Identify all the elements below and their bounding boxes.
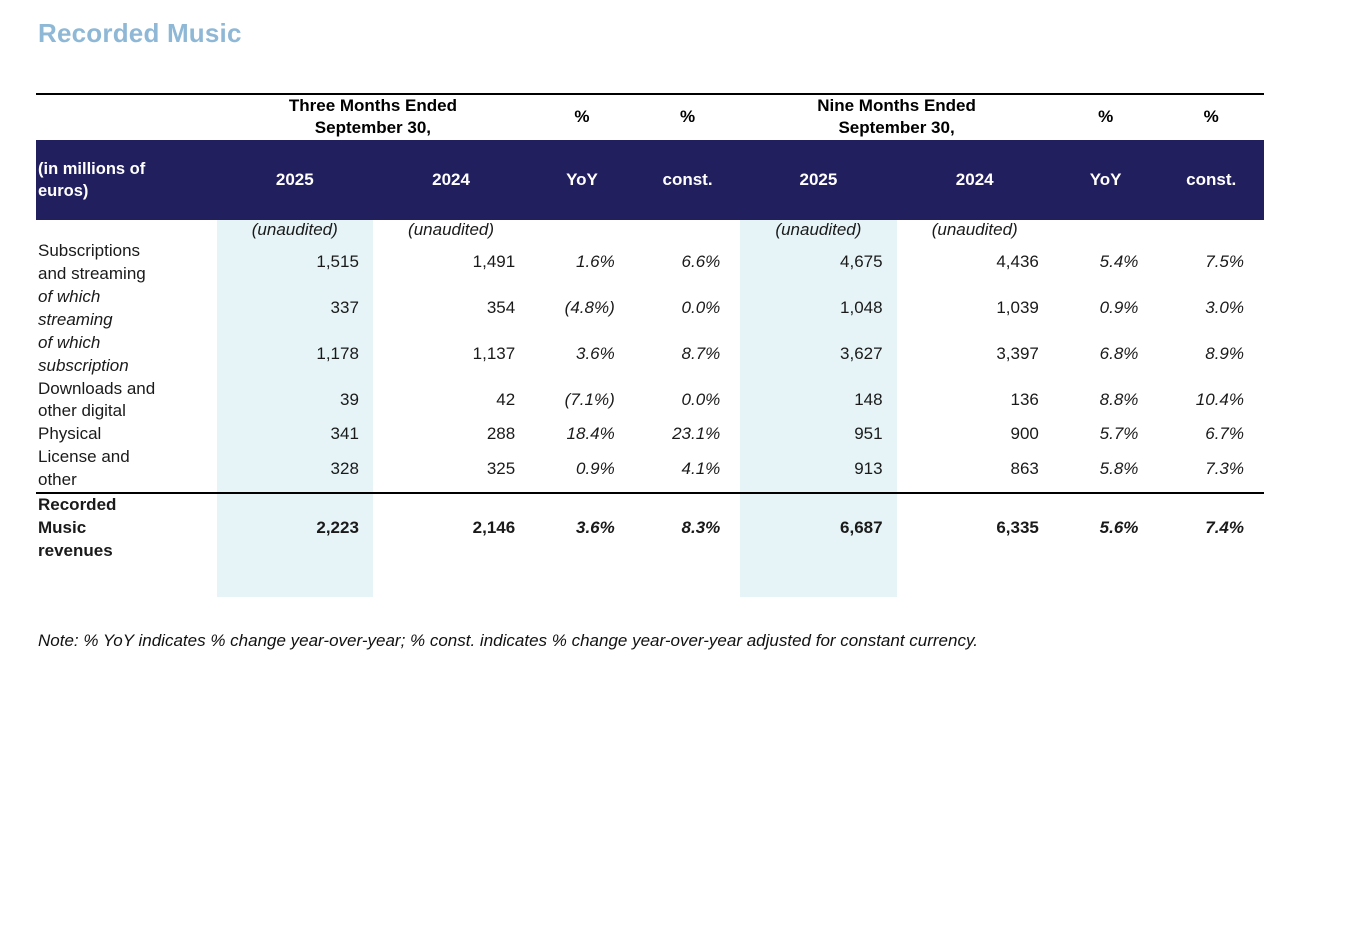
table-row	[36, 378, 1264, 424]
total-q-const: 8.3%	[635, 493, 741, 563]
unit-label-line2: euros)	[38, 181, 89, 200]
row-label-line2: other digital	[38, 401, 126, 421]
nine-months-line1: Nine Months Ended	[817, 96, 976, 115]
unit-label-line1: (in millions of	[38, 159, 146, 178]
table-row	[36, 446, 1264, 493]
cell-q-yoy: (4.8%)	[564, 298, 615, 318]
page-title: Recorded Music	[38, 18, 242, 48]
cell-n-yoy: 0.9%	[1099, 298, 1139, 318]
cell-q-yoy: (7.1%)	[564, 389, 615, 409]
row-label	[36, 378, 217, 424]
recorded-music-table	[36, 93, 1264, 597]
cell-q-yoy: 1.6%	[576, 252, 615, 272]
cell-n-yoy: 8.8%	[1099, 389, 1139, 409]
row-label-line2: and streaming	[38, 263, 146, 283]
cell-q-2024: 325	[486, 458, 516, 478]
cell-n-2025: 951	[740, 423, 896, 446]
col-header-n-2025: 2025	[740, 140, 896, 220]
row-label-line1: Subscriptions	[38, 240, 141, 260]
cell-q-yoy: 3.6%	[576, 344, 615, 364]
filler-q-const	[635, 563, 741, 597]
total-q-2024: 2,146	[373, 493, 529, 563]
cell-q-const: 6.6%	[681, 252, 721, 272]
group-header-nine-months	[740, 95, 1053, 140]
cell-q-2024: 288	[486, 424, 516, 444]
cell-q-2024: 354	[486, 298, 516, 318]
table-unaudited-row	[36, 220, 1264, 240]
cell-n-2025: 3,627	[740, 332, 896, 378]
cell-n-2024: 863	[1010, 458, 1039, 478]
cell-q-const: 23.1%	[672, 424, 721, 444]
table-group-header-row	[36, 95, 1264, 140]
unaudited-n-yoy-blank	[1053, 220, 1159, 240]
col-header-q-2024: 2024	[373, 140, 529, 220]
cell-q-2025: 337	[217, 286, 373, 332]
col-header-q-yoy: YoY	[529, 140, 635, 220]
total-n-const: 7.4%	[1158, 493, 1264, 563]
col-header-n-yoy: YoY	[1053, 140, 1159, 220]
row-label	[36, 423, 217, 446]
unaudited-q-2025: (unaudited)	[217, 220, 373, 240]
group-header-blank	[36, 95, 217, 140]
cell-n-2025: 913	[740, 446, 896, 493]
table-column-header-band	[36, 140, 1264, 220]
cell-n-const: 10.4%	[1195, 389, 1244, 409]
filler-q-yoy	[529, 563, 635, 597]
cell-n-yoy: 5.7%	[1099, 424, 1139, 444]
table-row	[36, 332, 1264, 378]
cell-q-yoy: 0.9%	[576, 458, 615, 478]
row-label-line2: subscription	[38, 355, 129, 375]
cell-n-2025: 4,675	[740, 240, 896, 286]
total-label-line2: Music	[38, 518, 87, 538]
total-q-2025: 2,223	[217, 493, 373, 563]
unaudited-n-2025: (unaudited)	[740, 220, 896, 240]
total-n-2024: 6,335	[897, 493, 1053, 563]
row-label-line1: of which	[38, 286, 101, 306]
col-header-n-2024: 2024	[897, 140, 1053, 220]
unaudited-q-const-blank	[635, 220, 741, 240]
col-header-n-const: const.	[1158, 140, 1264, 220]
cell-n-const: 7.5%	[1205, 252, 1244, 272]
cell-n-const: 7.3%	[1205, 458, 1244, 478]
cell-q-2024: 1,137	[472, 344, 516, 364]
cell-n-const: 3.0%	[1205, 298, 1244, 318]
table-bottom-filler	[36, 563, 1264, 597]
col-header-q-2025: 2025	[217, 140, 373, 220]
group-header-three-months	[217, 95, 530, 140]
cell-q-2024: 42	[496, 389, 516, 409]
cell-n-yoy: 6.8%	[1099, 344, 1139, 364]
cell-q-2025: 341	[217, 423, 373, 446]
filler-n-2024	[897, 563, 1053, 597]
cell-q-2025: 39	[217, 378, 373, 424]
group-header-pct-q-yoy: %	[574, 107, 590, 127]
row-label	[36, 240, 217, 286]
row-label	[36, 446, 217, 493]
filler-n-yoy	[1053, 563, 1159, 597]
cell-n-yoy: 5.4%	[1099, 252, 1139, 272]
table-row	[36, 286, 1264, 332]
cell-q-const: 0.0%	[681, 389, 721, 409]
unaudited-n-const-blank	[1158, 220, 1264, 240]
row-label-line1: Downloads and	[38, 378, 156, 398]
cell-q-2025: 1,515	[217, 240, 373, 286]
unaudited-blank	[36, 220, 217, 240]
row-label-line1: of which	[38, 332, 101, 352]
row-label-line2: other	[38, 470, 77, 490]
row-label	[36, 332, 217, 378]
cell-n-2024: 3,397	[996, 344, 1039, 364]
three-months-line1: Three Months Ended	[288, 96, 457, 115]
filler-blank	[36, 563, 217, 597]
three-months-line2: September 30,	[314, 118, 432, 138]
group-header-pct-n-const: %	[1203, 107, 1219, 127]
total-label-line3: revenues	[38, 541, 113, 561]
col-header-q-const: const.	[635, 140, 741, 220]
group-header-pct-q-const: %	[679, 107, 696, 127]
cell-n-yoy: 5.8%	[1099, 458, 1139, 478]
cell-n-2024: 900	[1010, 424, 1039, 444]
cell-n-2024: 1,039	[996, 298, 1039, 318]
unaudited-q-2024: (unaudited)	[408, 219, 495, 239]
total-q-yoy: 3.6%	[529, 493, 635, 563]
cell-q-const: 4.1%	[681, 458, 721, 478]
filler-n-const	[1158, 563, 1264, 597]
cell-n-const: 6.7%	[1205, 424, 1244, 444]
cell-q-2025: 328	[217, 446, 373, 493]
cell-n-2025: 1,048	[740, 286, 896, 332]
table-row	[36, 240, 1264, 286]
total-n-yoy: 5.6%	[1053, 493, 1159, 563]
row-label-line2: streaming	[38, 309, 113, 329]
table-note: Note: % YoY indicates % change year-over-year; % const. indicates % change year-over-year adjusted for constant currency.	[38, 631, 978, 650]
unaudited-n-2024: (unaudited)	[931, 219, 1018, 239]
cell-q-2025: 1,178	[217, 332, 373, 378]
unit-label	[36, 140, 217, 220]
cell-q-2024: 1,491	[472, 252, 516, 272]
cell-n-2024: 4,436	[996, 252, 1039, 272]
row-label-line1: Physical	[38, 424, 102, 444]
row-label	[36, 286, 217, 332]
cell-q-yoy: 18.4%	[566, 424, 615, 444]
total-n-2025: 6,687	[740, 493, 896, 563]
row-label-line1: License and	[38, 447, 130, 467]
nine-months-line2: September 30,	[838, 118, 955, 138]
cell-q-const: 8.7%	[681, 344, 721, 364]
unaudited-q-yoy-blank	[529, 220, 635, 240]
total-label	[36, 493, 217, 563]
filler-n-2025	[740, 563, 896, 597]
total-label-line1: Recorded	[38, 495, 117, 515]
group-header-pct-n-yoy: %	[1098, 107, 1114, 127]
filler-q-2025	[217, 563, 373, 597]
cell-n-2025: 148	[740, 378, 896, 424]
cell-n-2024: 136	[1010, 389, 1039, 409]
table-total-row	[36, 493, 1264, 563]
table-row	[36, 423, 1264, 446]
filler-q-2024	[373, 563, 529, 597]
cell-n-const: 8.9%	[1205, 344, 1244, 364]
cell-q-const: 0.0%	[681, 298, 721, 318]
